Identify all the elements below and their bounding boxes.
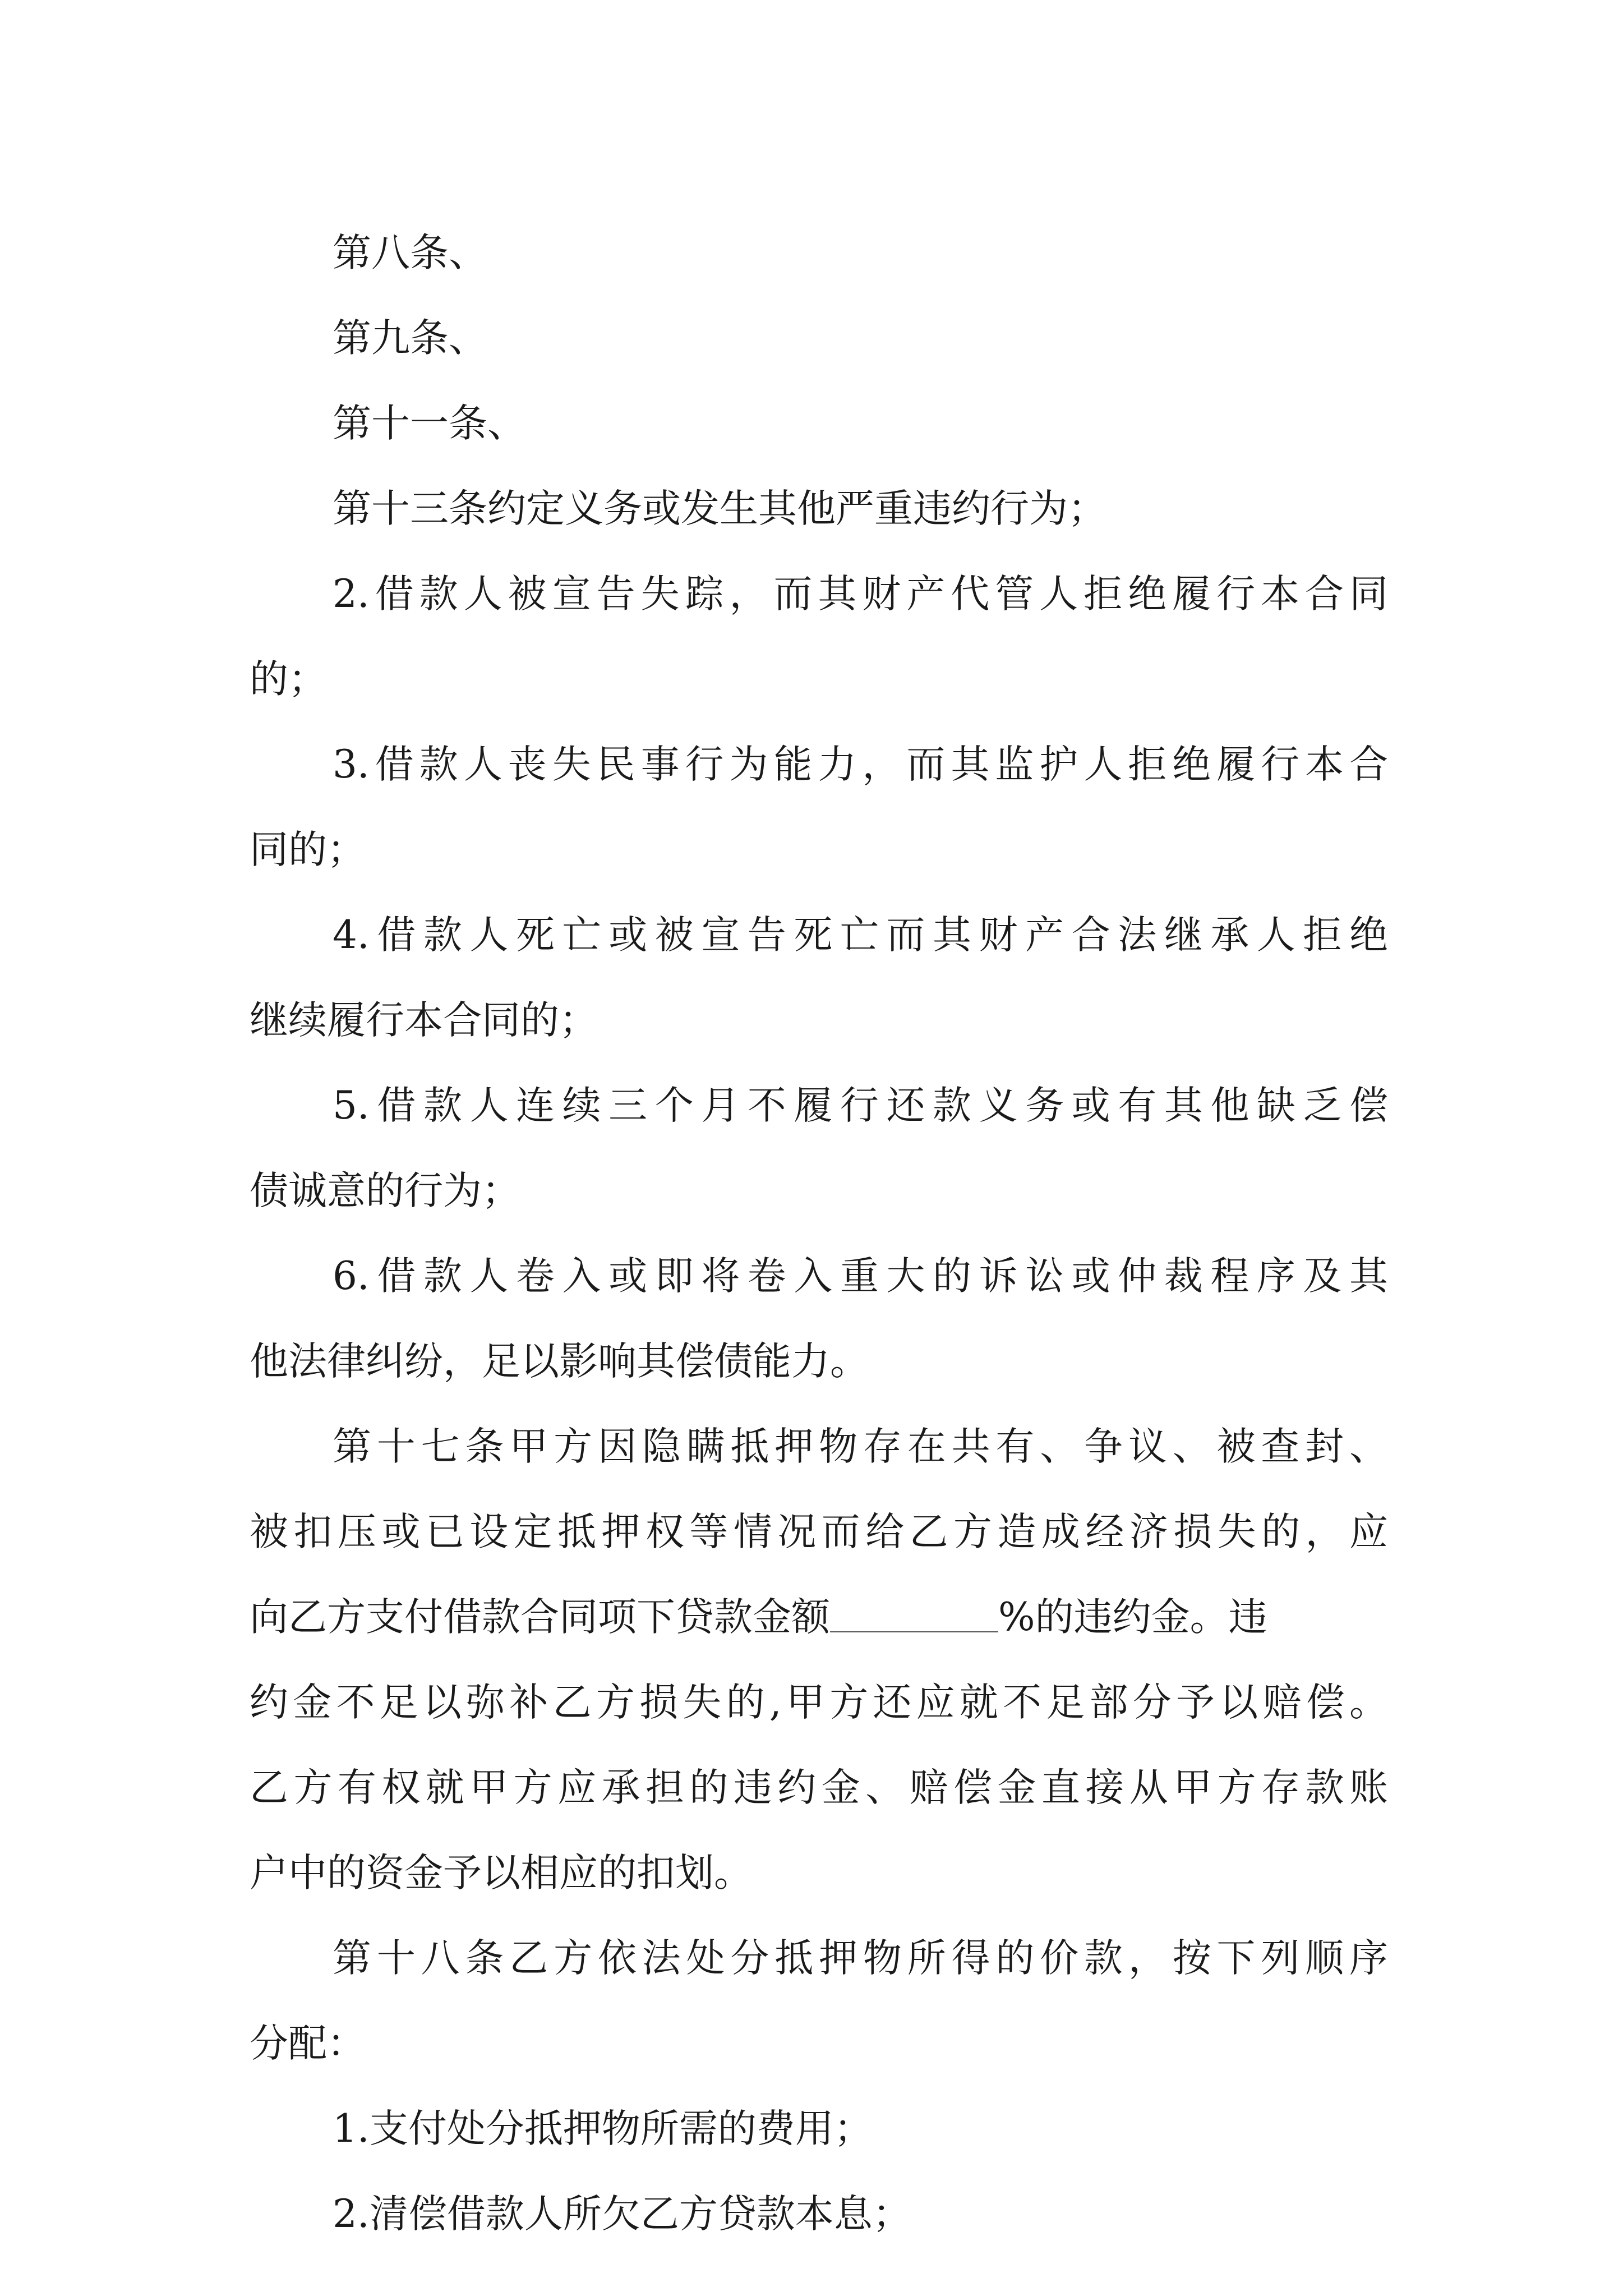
article-13-line: 第十三条约定义务或发生其他严重违约行为；	[333, 486, 1106, 531]
article-17-line-1: 第十七条甲方因隐瞒抵押物存在共有、争议、被查封、	[333, 1424, 1388, 1469]
item-6-line-1: 6.借款人卷入或即将卷入重大的诉讼或仲裁程序及其	[333, 1254, 1388, 1299]
distribution-item-2: 2.清偿借款人所欠乙方贷款本息；	[333, 2192, 911, 2237]
article-17-line-4: 约金不足以弥补乙方损失的,甲方还应就不足部分予以赔偿。	[250, 1680, 1388, 1725]
article-18-line-2: 分配：	[250, 2021, 366, 2066]
article-17-line-6: 户中的资金予以相应的扣划。	[250, 1851, 753, 1895]
article-8-line: 第八条、	[333, 231, 487, 275]
article-17-line-3-text: 向乙方支付借款合同项下贷款金额	[250, 1595, 830, 1640]
item-2-line-1: 2.借款人被宣告失踪，而其财产代管人拒绝履行本合同	[333, 572, 1388, 616]
article-17-line-2: 被扣压或已设定抵押权等情况而给乙方造成经济损失的，应	[250, 1510, 1388, 1554]
article-17-line-3-tail: %的违约金。违	[998, 1595, 1267, 1640]
article-17-line-5: 乙方有权就甲方应承担的违约金、赔偿金直接从甲方存款账	[250, 1765, 1388, 1810]
item-5-line-1: 5.借款人连续三个月不履行还款义务或有其他缺乏偿	[333, 1083, 1388, 1128]
item-6-line-2: 他法律纠纷，足以影响其偿债能力。	[250, 1339, 869, 1384]
item-3-line-1: 3.借款人丧失民事行为能力，而其监护人拒绝履行本合	[333, 742, 1388, 787]
item-4-line-1: 4.借款人死亡或被宣告死亡而其财产合法继承人拒绝	[333, 913, 1388, 958]
article-17-line-3	[250, 1575, 1388, 1660]
distribution-item-1: 1.支付处分抵押物所需的费用；	[333, 2106, 873, 2151]
item-4-line-2: 继续履行本合同的；	[250, 998, 598, 1043]
document-body	[250, 210, 1388, 2257]
article-11-line: 第十一条、	[333, 401, 526, 446]
penalty-rate-blank	[830, 1598, 998, 1632]
item-3-line-2: 同的；	[250, 827, 366, 872]
article-9-line: 第九条、	[333, 316, 487, 361]
item-2-line-2: 的；	[250, 657, 327, 702]
item-5-line-2: 债诚意的行为；	[250, 1168, 520, 1213]
article-18-line-1: 第十八条乙方依法处分抵押物所得的价款，按下列顺序	[333, 1936, 1388, 1981]
